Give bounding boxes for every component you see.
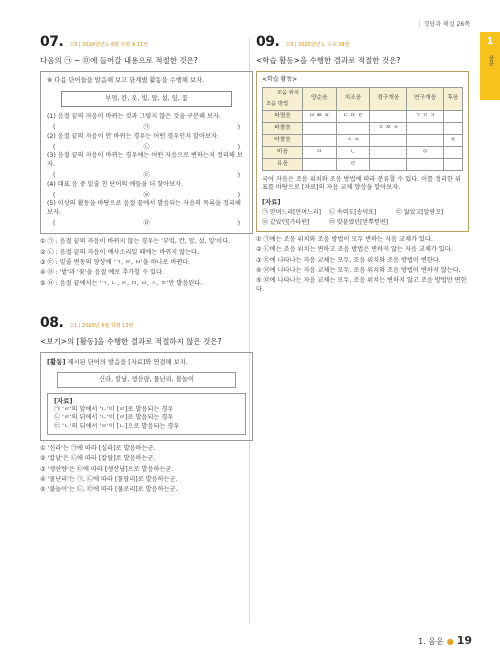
q07-item-1: (1) 음절 끝의 자음이 바뀌는 것과 그렇지 않은 것을 구분해 보자. — [47, 113, 221, 121]
q08-words: 신라, 칼날, 생산량, 물난리, 불놀이 — [57, 372, 236, 389]
q09-number: 09. — [256, 34, 280, 50]
row-header: 비음 — [263, 147, 303, 159]
q08-activity-label: [활동] — [47, 358, 66, 367]
row-header: 파열음 — [263, 111, 303, 123]
row-header: 파찰음 — [263, 123, 303, 135]
q07-item-5: (5) 이상의 활동을 바탕으로 음절 끝에서 발음되는 자음의 목록을 정리해 보자. — [47, 200, 241, 216]
q07-blank-1: ㉠ — [143, 124, 150, 132]
q07-title: 다음의 ㉠ ~ ㉤에 들어갈 내용으로 적절한 것은? — [40, 55, 198, 65]
q07-item-2: (2) 음절 끝의 자음이 안 바뀌는 경우는 어떤 경우인지 알아보자. — [47, 132, 219, 140]
page-footer — [418, 634, 472, 649]
table-cell — [303, 123, 337, 135]
table-row — [263, 135, 463, 147]
q08-data-3: ㉢ 'ㄴ'의 뒤에서 'ㄹ'이 [ㄴ]으로 발음되는 경우 — [54, 422, 180, 430]
q08-data-box — [47, 393, 246, 435]
footer-separator: ● — [446, 637, 454, 647]
q07-choice-3[interactable]: ③ ㉢ : 밑줄 변동의 양상에 'ㄱ, ㄹ, ㅂ'을 하나로 바뀐다. — [40, 259, 191, 267]
q09-activity-box — [256, 71, 469, 232]
q07-blank-row-4: ( ㉣ ) — [53, 191, 240, 199]
question-07 — [40, 33, 253, 288]
question-09 — [256, 33, 469, 294]
table-cell — [407, 123, 444, 135]
left-column — [40, 33, 253, 497]
table-cell: ㅇ — [407, 147, 444, 159]
q09-choice-3[interactable]: ③ ㉢에 나타나는 자음 교체는 모두, 조음 위치와 조음 방법이 변한다. — [256, 256, 441, 264]
table-cell — [303, 135, 337, 147]
q08-choice-3[interactable]: ③ '생산량'은 ㉢에 따라 [생산냥]으로 발음하는군. — [40, 465, 174, 473]
table-cell: ㅎ — [443, 135, 462, 147]
consonant-table — [262, 87, 463, 171]
table-cell — [370, 135, 407, 147]
table-cell: ㅈ ㅉ ㅊ — [370, 123, 407, 135]
table-cell: ㅁ — [303, 147, 337, 159]
col-header: 연구개음 — [407, 88, 444, 111]
row-header: 마찰음 — [263, 135, 303, 147]
q07-source: 고3 | 2014학년도 6월 모평 A 11번 — [69, 42, 149, 48]
table-row — [263, 111, 463, 123]
table-cell: ㅂ ㅃ ㅍ — [303, 111, 337, 123]
q09-data-3: ㉢ 앓았고[알랃꼬] — [396, 208, 444, 216]
chapter-tab-number: 1 — [486, 36, 494, 47]
row-header: 유음 — [263, 159, 303, 171]
q07-item-4: (4) 대표 음 중 밑줄 친 단어의 예들을 더 찾아보자. — [47, 180, 184, 188]
right-column — [256, 33, 469, 296]
q07-blank-2: ㉡ — [143, 144, 150, 152]
q09-data-box — [262, 198, 463, 227]
col-header: 후음 — [443, 88, 462, 111]
q07-words: 부엌, 칸, 옷, 빛, 앞, 섰, 잎, 꽃 — [61, 91, 232, 108]
q09-choice-1[interactable]: ① ㉠에는 조음 위치와 조음 방법이 모두 변하는 자음 교체가 있다. — [256, 235, 433, 243]
q09-source: 고3 | 2025학년도 수능 38번 — [285, 42, 350, 48]
table-cell: ㄹ — [336, 159, 370, 171]
table-cell — [336, 123, 370, 135]
running-head-text: 정답과 해설 26쪽 — [423, 21, 470, 28]
q09-data-label: [자료] — [262, 197, 281, 206]
table-cell — [407, 135, 444, 147]
q08-source: 고1 | 2020년 6월 학평 13번 — [69, 323, 134, 330]
q08-choice-1[interactable]: ① '신라'는 ㉠에 따라 [실라]로 발음하는군. — [40, 444, 156, 452]
q08-choices — [40, 445, 253, 495]
corner-place: 조음 위치 — [276, 90, 299, 97]
running-head-bar: | — [418, 21, 421, 28]
table-cell — [443, 111, 462, 123]
q07-item-3: (3) 음절 끝의 자음이 바뀌는 경우에는 어떤 자음으로 변하는지 정리해 보자. — [47, 152, 243, 168]
q08-title: <보기>의 [활동]을 수행한 결과로 적절하지 않은 것은? — [40, 337, 222, 347]
table-cell — [443, 123, 462, 135]
table-cell — [370, 159, 407, 171]
table-cell — [303, 159, 337, 171]
table-row — [263, 147, 463, 159]
q09-title: <학습 활동>을 수행한 결과로 적절한 것은? — [256, 55, 401, 65]
q07-choice-1[interactable]: ① ㉠ : 음절 끝의 자음이 바뀌지 않는 경우는 '부엌, 칸, 앞, 섰, 잎'이다. — [40, 238, 231, 246]
q07-choice-4[interactable]: ④ ㉣ : '밭'과 '꽃'을 음절 예로 추가할 수 있다. — [40, 269, 164, 277]
q09-choice-4[interactable]: ④ ㉣에 나타나는 자음 교체는 모두, 조음 위치와 조음 방법이 변하지 않는다. — [256, 266, 461, 274]
col-header: 치조음 — [336, 88, 370, 111]
q09-data-5: ㉤ 맞붙였던[맏뿌텯떤] — [329, 218, 388, 226]
table-cell: ㄷ ㄸ ㅌ — [336, 111, 370, 123]
q07-number: 07. — [40, 34, 64, 50]
q09-choice-5[interactable]: ⑤ ㉤에 나타나는 자음 교체는 모두, 조음 위치는 변하지 않고 조음 방법만 변한다. — [256, 277, 467, 293]
q07-blank-row-1: ( ㉠ ) — [53, 124, 240, 132]
q09-choices — [256, 236, 469, 294]
question-08 — [40, 314, 253, 495]
col-header: 경구개음 — [370, 88, 407, 111]
q09-data-1: ㉠ 맏며느리[만며느리] — [262, 208, 321, 216]
q08-data-1: ㉠ 'ㄹ'의 앞에서 'ㄴ'이 [ㄹ]로 발음되는 경우 — [54, 405, 174, 413]
q09-description: 국어 자음은 조음 위치와 조음 방법에 따라 분류할 수 있다. 이를 정리한 위 표를 바탕으로 [자료]의 자음 교체 양상을 알아보자. — [262, 176, 461, 192]
q07-blank-row-3: ( ㉢ ) — [53, 172, 240, 180]
q07-blank-4: ㉣ — [143, 191, 150, 199]
q07-blank-3: ㉢ — [143, 172, 150, 180]
table-cell — [407, 159, 444, 171]
table-row — [263, 123, 463, 135]
q07-blank-row-2: ( ㉡ ) — [53, 144, 240, 152]
q07-choice-5[interactable]: ⑤ ㉤ : 음절 끝에서는 'ㄱ, ㄴ, ㄹ, ㅁ, ㅂ, ㅅ, ㅇ'만 발음된다. — [40, 279, 203, 287]
table-cell — [443, 159, 462, 171]
q08-passage-box — [40, 352, 253, 441]
table-cell — [443, 147, 462, 159]
table-cell — [370, 147, 407, 159]
table-cell — [370, 111, 407, 123]
table-cell: ㄱ ㄲ ㅋ — [407, 111, 444, 123]
q08-number: 08. — [40, 315, 64, 332]
q08-activity-text: 제시된 단어의 발음을 [자료]와 연결해 보자. — [67, 359, 188, 367]
q09-choice-2[interactable]: ② ㉡에는 조음 위치는 변하고 조음 방법은 변하지 않는 자음 교체가 있다. — [256, 246, 453, 254]
footer-chapter: 1. 음운 — [418, 637, 444, 647]
q07-blank-5: ㉤ — [143, 219, 150, 227]
q08-choice-2[interactable]: ② '칼날'은 ㉡에 따라 [칼랄]로 발음하는군. — [40, 455, 156, 463]
corner-manner: 조음 방법 — [266, 100, 289, 107]
q07-choices — [40, 238, 253, 288]
col-header: 양순음 — [303, 88, 337, 111]
q08-data-label: [자료] — [54, 397, 73, 406]
table-cell: ㄴ — [336, 147, 370, 159]
table-cell: ㅅ ㅆ — [336, 135, 370, 147]
chapter-side-tab — [480, 32, 500, 100]
q09-tag: <학습 활동> — [262, 76, 298, 84]
q08-choice-5[interactable]: ⑤ '불놀이'는 ㉡, ㉢에 따라 [불로리]로 발음하는군. — [40, 486, 178, 494]
q07-note: ※ 다음 단어들을 발음해 보고 단계별 활동을 수행해 보자. — [47, 77, 205, 85]
q08-choice-4[interactable]: ④ '물난리'는 ㉠, ㉡에 따라 [물랄리]로 발음하는군. — [40, 476, 178, 484]
q07-choice-2[interactable]: ② ㉡ : 음절 끝의 자음이 예사소리일 때에는 바뀌지 않는다. — [40, 248, 200, 256]
table-corner — [263, 88, 303, 111]
table-row — [263, 159, 463, 171]
running-head — [419, 21, 470, 29]
q07-passage-box — [40, 71, 253, 234]
q09-data-4: ㉣ 같았던[가타떤] — [262, 218, 310, 226]
chapter-tab-label: 음운 — [487, 54, 494, 66]
page-number: 19 — [456, 634, 472, 648]
q08-data-2: ㉡ 'ㄹ'의 뒤에서 'ㄴ'이 [ㄹ]로 발음되는 경우 — [54, 414, 174, 422]
q07-blank-row-5: ( ㉤ ) — [53, 219, 240, 227]
q09-data-2: ㉡ 속력도[송녁또] — [329, 208, 377, 216]
